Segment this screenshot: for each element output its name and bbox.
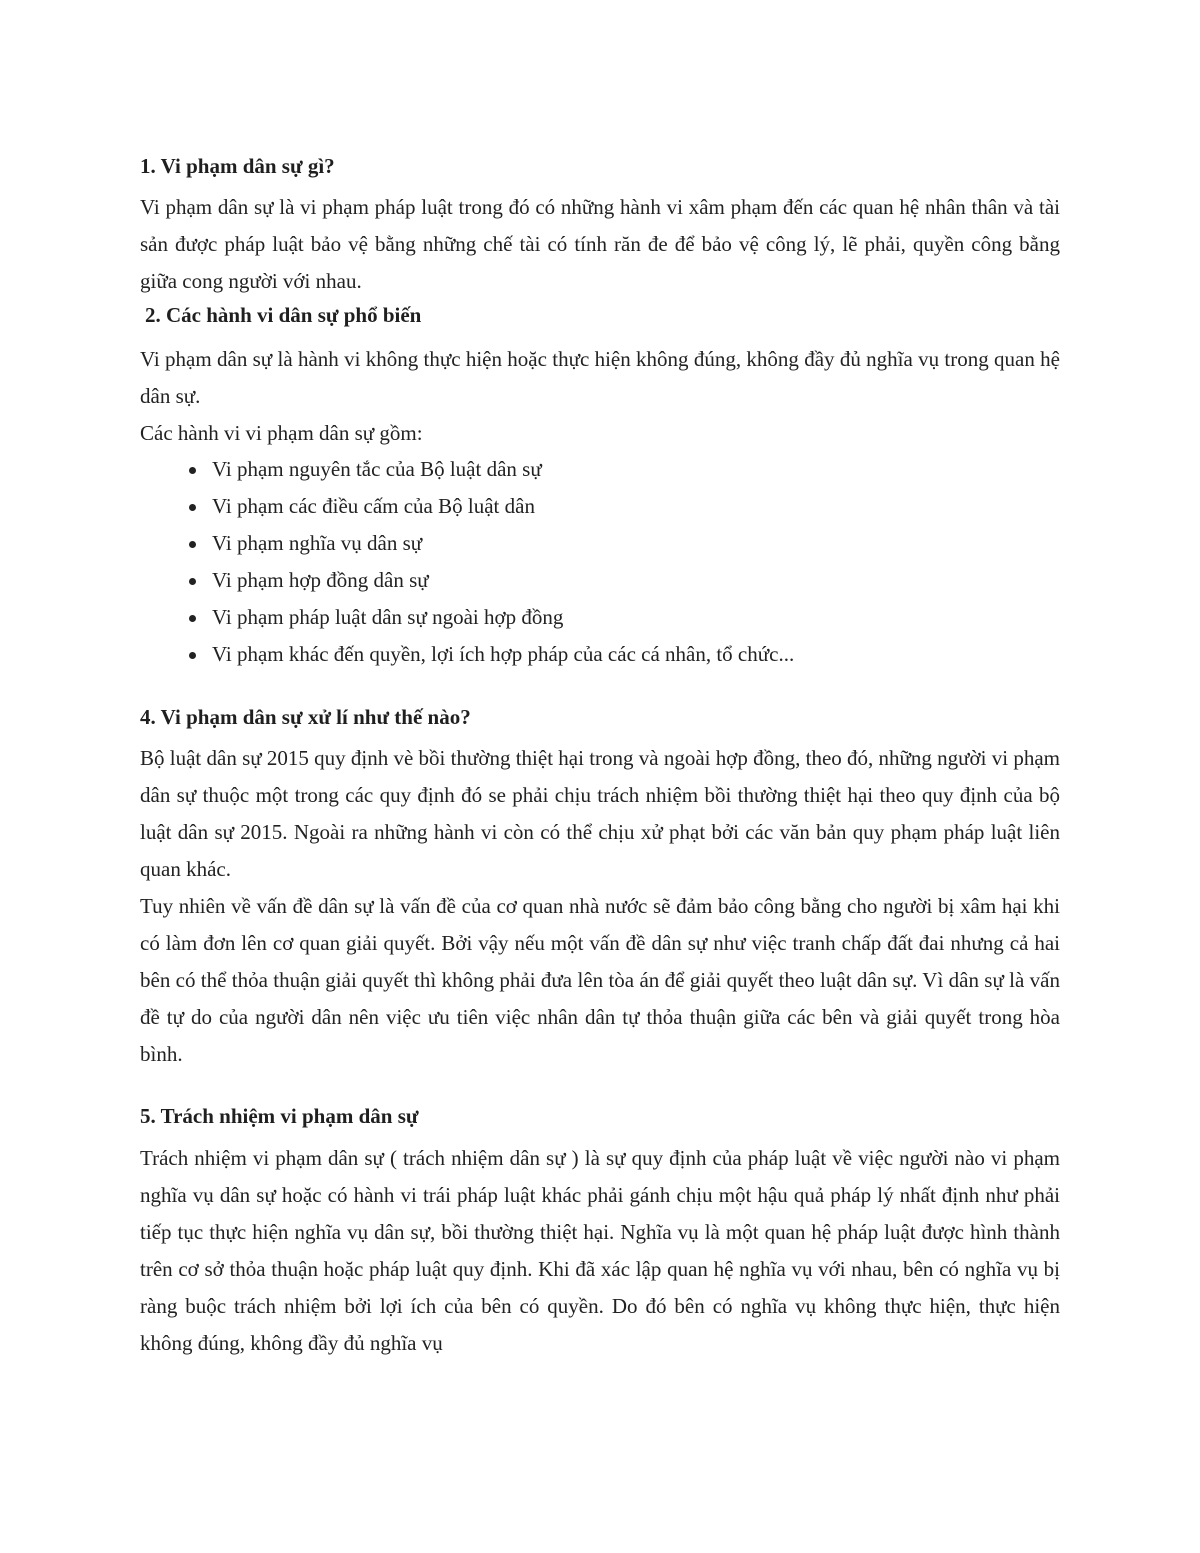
list-item-text: Vi phạm các điều cấm của Bộ luật dân: [212, 494, 535, 518]
list-item: [140, 451, 1060, 488]
list-item: [140, 636, 1060, 673]
list-item: [140, 488, 1060, 525]
list-item: [140, 599, 1060, 636]
section-2-list-intro: Các hành vi vi phạm dân sự gồm:: [140, 421, 423, 445]
bullet-icon: [189, 615, 196, 622]
list-item: [140, 525, 1060, 562]
bullet-icon: [189, 541, 196, 548]
list-item-text: Vi phạm hợp đồng dân sự: [212, 568, 429, 592]
section-4-heading: 4. Vi phạm dân sự xử lí như thế nào?: [140, 705, 471, 729]
bullet-icon: [189, 467, 196, 474]
list-item-text: Vi phạm khác đến quyền, lợi ích hợp pháp của các cá nhân, tổ chức...: [212, 642, 795, 666]
section-1-heading: 1. Vi phạm dân sự gì?: [140, 154, 335, 178]
list-item-text: Vi phạm nguyên tắc của Bộ luật dân sự: [212, 457, 542, 481]
list-item-text: Vi phạm nghĩa vụ dân sự: [212, 531, 423, 555]
list-item-text: Vi phạm pháp luật dân sự ngoài hợp đồng: [212, 605, 564, 629]
bullet-icon: [189, 578, 196, 585]
violation-list: [140, 451, 1060, 673]
section-5-paragraph: Trách nhiệm vi phạm dân sự ( trách nhiệm dân sự ) là sự quy định của pháp luật về việc người nào vi phạm nghĩa vụ dân sự hoặc có hành vi trái pháp luật khác phải gánh chịu một hậu quả pháp lý nhất định như phải tiếp tục thực hiện nghĩa vụ dân sự, bồi thường thiệt hại. Nghĩa vụ là một quan hệ pháp luật được hình thành trên cơ sở thỏa thuận hoặc pháp luật quy định. Khi đã xác lập quan hệ nghĩa vụ với nhau, bên có nghĩa vụ bị ràng buộc trách nhiệm bởi lợi ích của bên có quyền. Do đó bên có nghĩa vụ không thực hiện, thực hiện không đúng, không đầy đủ nghĩa vụ: [140, 1146, 1060, 1355]
section-4-paragraph-1: Bộ luật dân sự 2015 quy định vè bồi thường thiệt hại trong và ngoài hợp đồng, theo đó, những người vi phạm dân sự thuộc một trong các quy định đó se phải chịu trách nhiệm bồi thường thiệt hại theo quy định của bộ luật dân sự 2015. Ngoài ra những hành vi còn có thể chịu xử phạt bởi các văn bản quy phạm pháp luật liên quan khác.: [140, 746, 1060, 881]
bullet-icon: [189, 504, 196, 511]
section-4-paragraph-2: Tuy nhiên về vấn đề dân sự là vấn đề của cơ quan nhà nước sẽ đảm bảo công bằng cho người bị xâm hại khi có làm đơn lên cơ quan giải quyết. Bởi vậy nếu một vấn đề dân sự như việc tranh chấp đất đai nhưng cả hai bên có thể thỏa thuận giải quyết thì không phải đưa lên tòa án để giải quyết theo luật dân sự. Vì dân sự là vấn đề tự do của người dân nên việc ưu tiên việc nhân dân tự thỏa thuận giữa các bên và giải quyết trong hòa bình.: [140, 894, 1060, 1066]
section-2-heading: 2. Các hành vi dân sự phổ biến: [145, 303, 422, 327]
section-2-paragraph: Vi phạm dân sự là hành vi không thực hiện hoặc thực hiện không đúng, không đầy đủ nghĩa vụ trong quan hệ dân sự.: [140, 347, 1060, 408]
list-item: [140, 562, 1060, 599]
section-1-paragraph: Vi phạm dân sự là vi phạm pháp luật trong đó có những hành vi xâm phạm đến các quan hệ nhân thân và tài sản được pháp luật bảo vệ bằng những chế tài có tính răn đe để bảo vệ công lý, lẽ phải, quyền công bằng giữa cong người với nhau.: [140, 195, 1060, 293]
bullet-icon: [189, 652, 196, 659]
section-5-heading: 5. Trách nhiệm vi phạm dân sự: [140, 1104, 419, 1128]
